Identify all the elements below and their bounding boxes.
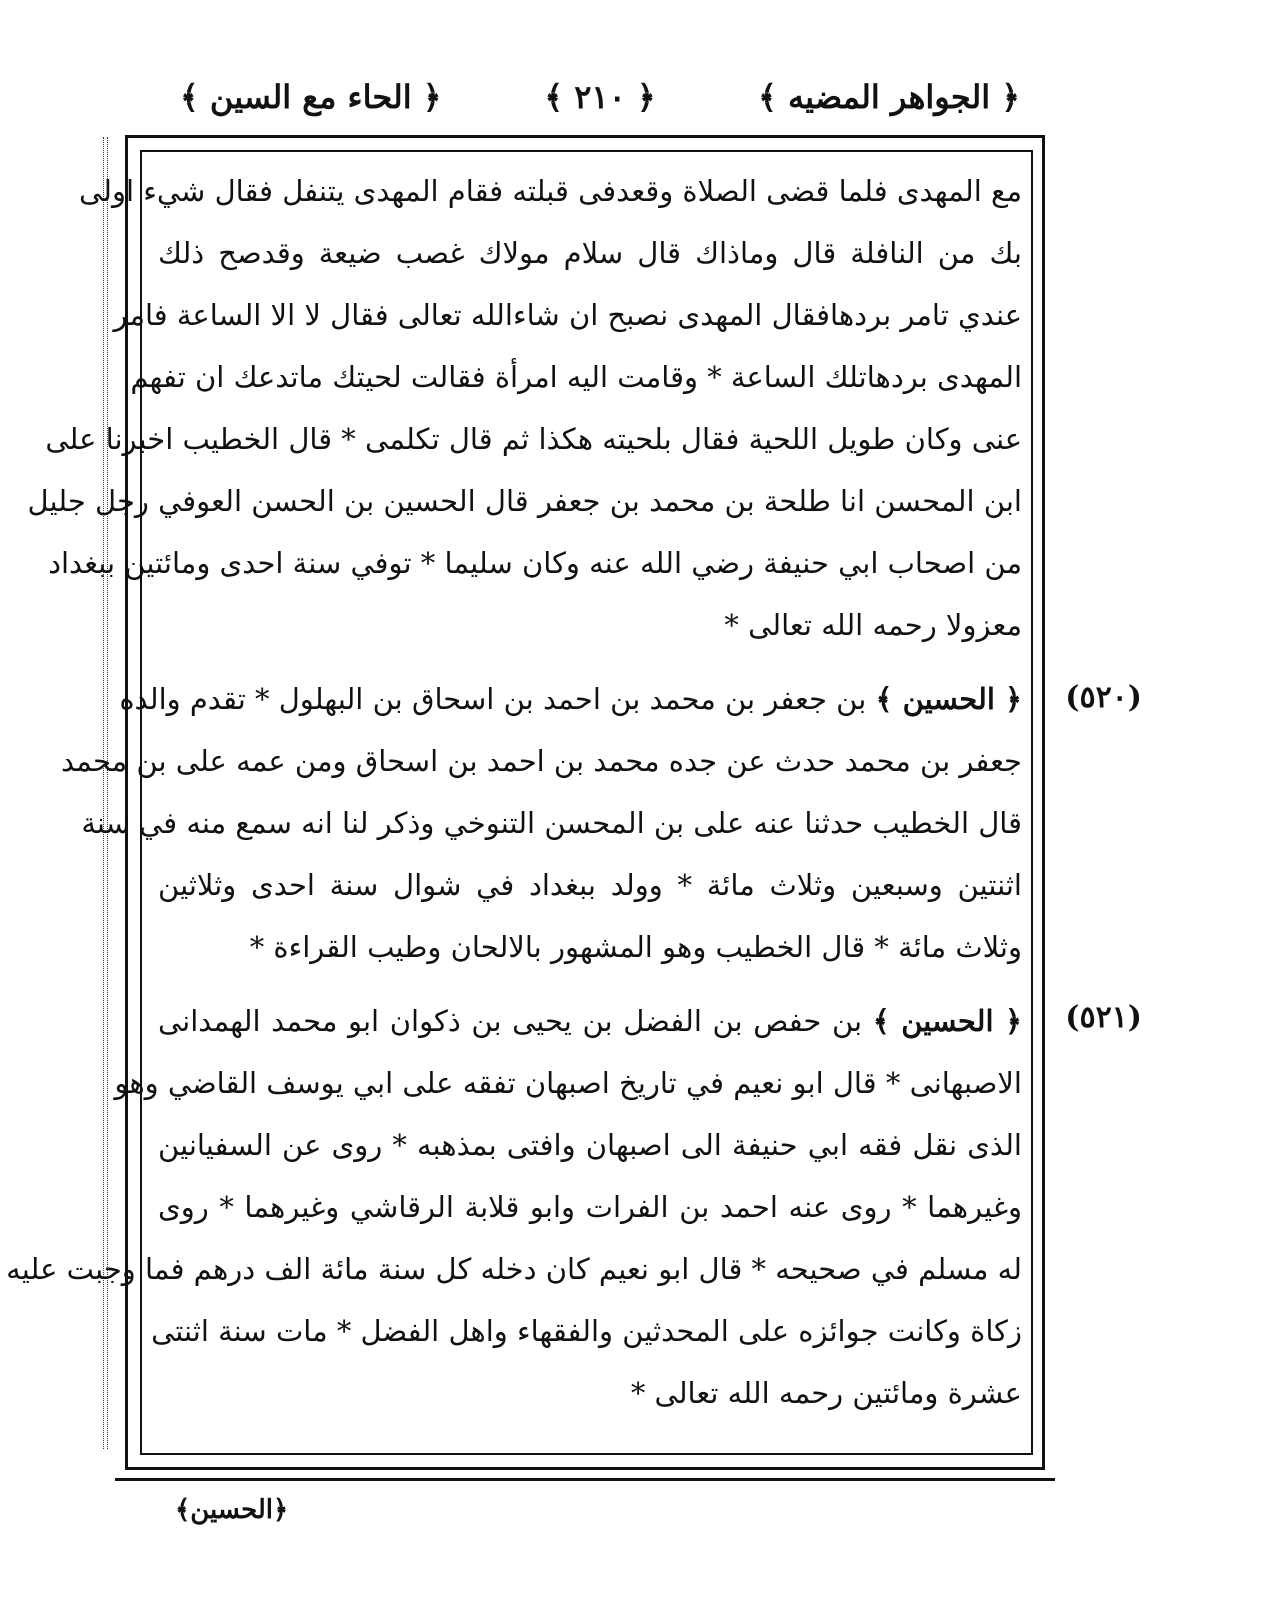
entry-520-heading bbox=[119, 668, 1030, 730]
entry-name: ﴿ الحسين ﴾ bbox=[875, 682, 1022, 716]
entry-number-521: (٥٢١) bbox=[1065, 1000, 1142, 1035]
entry-number-520: (٥٢٠) bbox=[1065, 680, 1142, 715]
entry-first-line: بن حفص بن الفضل بن يحيى بن ذكوان ابو محمد الهمدانى bbox=[158, 1004, 863, 1038]
catchword: ﴿الحسين﴾ bbox=[175, 1495, 289, 1525]
page-header bbox=[150, 70, 1050, 130]
text-line: له مسلم في صحيحه * قال ابو نعيم كان دخله كل سنة مائة الف درهم فما وجبت عليه bbox=[6, 1252, 1022, 1286]
entry-521-heading bbox=[150, 990, 1030, 1052]
book-title: ﴿ الجواهر المضيه ﴾ bbox=[758, 78, 1020, 116]
text-line: وثلاث مائة * قال الخطيب وهو المشهور بالالحان وطيب القراءة * bbox=[249, 930, 1022, 964]
text-line: بك من النافلة قال وماذاك قال سلام مولاك غصب ضيعة وقدصح ذلك bbox=[158, 236, 1022, 270]
text-line: الاصبهانى * قال ابو نعيم في تاريخ اصبهان تفقه على ابي يوسف القاضي وهو bbox=[114, 1066, 1022, 1100]
text-line: المهدى بردهاتلك الساعة * وقامت اليه امرأة فقالت لحيتك ماتدعك ان تفهم bbox=[130, 360, 1022, 394]
bottom-rule bbox=[115, 1478, 1055, 1481]
entry-name: ﴿ الحسين ﴾ bbox=[872, 1004, 1022, 1038]
text-line: وغيرهما * روى عنه احمد بن الفرات وابو قلابة الرقاشي وغيرهما * روى bbox=[158, 1190, 1022, 1224]
text-line: الذى نقل فقه ابي حنيفة الى اصبهان وافتى بمذهبه * روى عن السفيانين bbox=[158, 1128, 1022, 1162]
text-line: اثنتين وسبعين وثلاث مائة * وولد ببغداد في شوال سنة احدى وثلاثين bbox=[158, 868, 1022, 902]
text-line: ابن المحسن انا طلحة بن محمد بن جعفر قال الحسين بن الحسن العوفي رجل جليل bbox=[27, 484, 1022, 518]
text-line: زكاة وكانت جوائزه على المحدثين والفقهاء واهل الفضل * مات سنة اثنتى bbox=[151, 1314, 1022, 1348]
text-line: مع المهدى فلما قضى الصلاة وقعدفى قبلته فقام المهدى يتنفل فقال شيء اولى bbox=[78, 174, 1022, 208]
section-title: ﴿ الحاء مع السين ﴾ bbox=[180, 78, 442, 116]
entry-first-line: بن جعفر بن محمد بن احمد بن اسحاق بن البهلول * تقدم والده bbox=[119, 682, 867, 716]
text-line: عشرة ومائتين رحمه الله تعالى * bbox=[630, 1376, 1022, 1410]
text-line: جعفر بن محمد حدث عن جده محمد بن احمد بن اسحاق ومن عمه على بن محمد bbox=[60, 744, 1022, 778]
page-number: ﴿ ٢١٠ ﴾ bbox=[544, 78, 656, 116]
text-line: معزولا رحمه الله تعالى * bbox=[724, 608, 1022, 642]
text-line: عنى وكان طويل اللحية فقال بلحيته هكذا ثم قال تكلمى * قال الخطيب اخبرنا على bbox=[45, 422, 1022, 456]
text-line: من اصحاب ابي حنيفة رضي الله عنه وكان سليما * توفي سنة احدى ومائتين ببغداد bbox=[48, 546, 1022, 580]
text-line: قال الخطيب حدثنا عنه على بن المحسن التنوخي وذكر لنا انه سمع منه في سنة bbox=[81, 806, 1022, 840]
page-body bbox=[6, 160, 1030, 1424]
text-line: عندي تامر بردهافقال المهدى نصبح ان شاءالله تعالى فقال لا الا الساعة فامر bbox=[113, 298, 1022, 332]
